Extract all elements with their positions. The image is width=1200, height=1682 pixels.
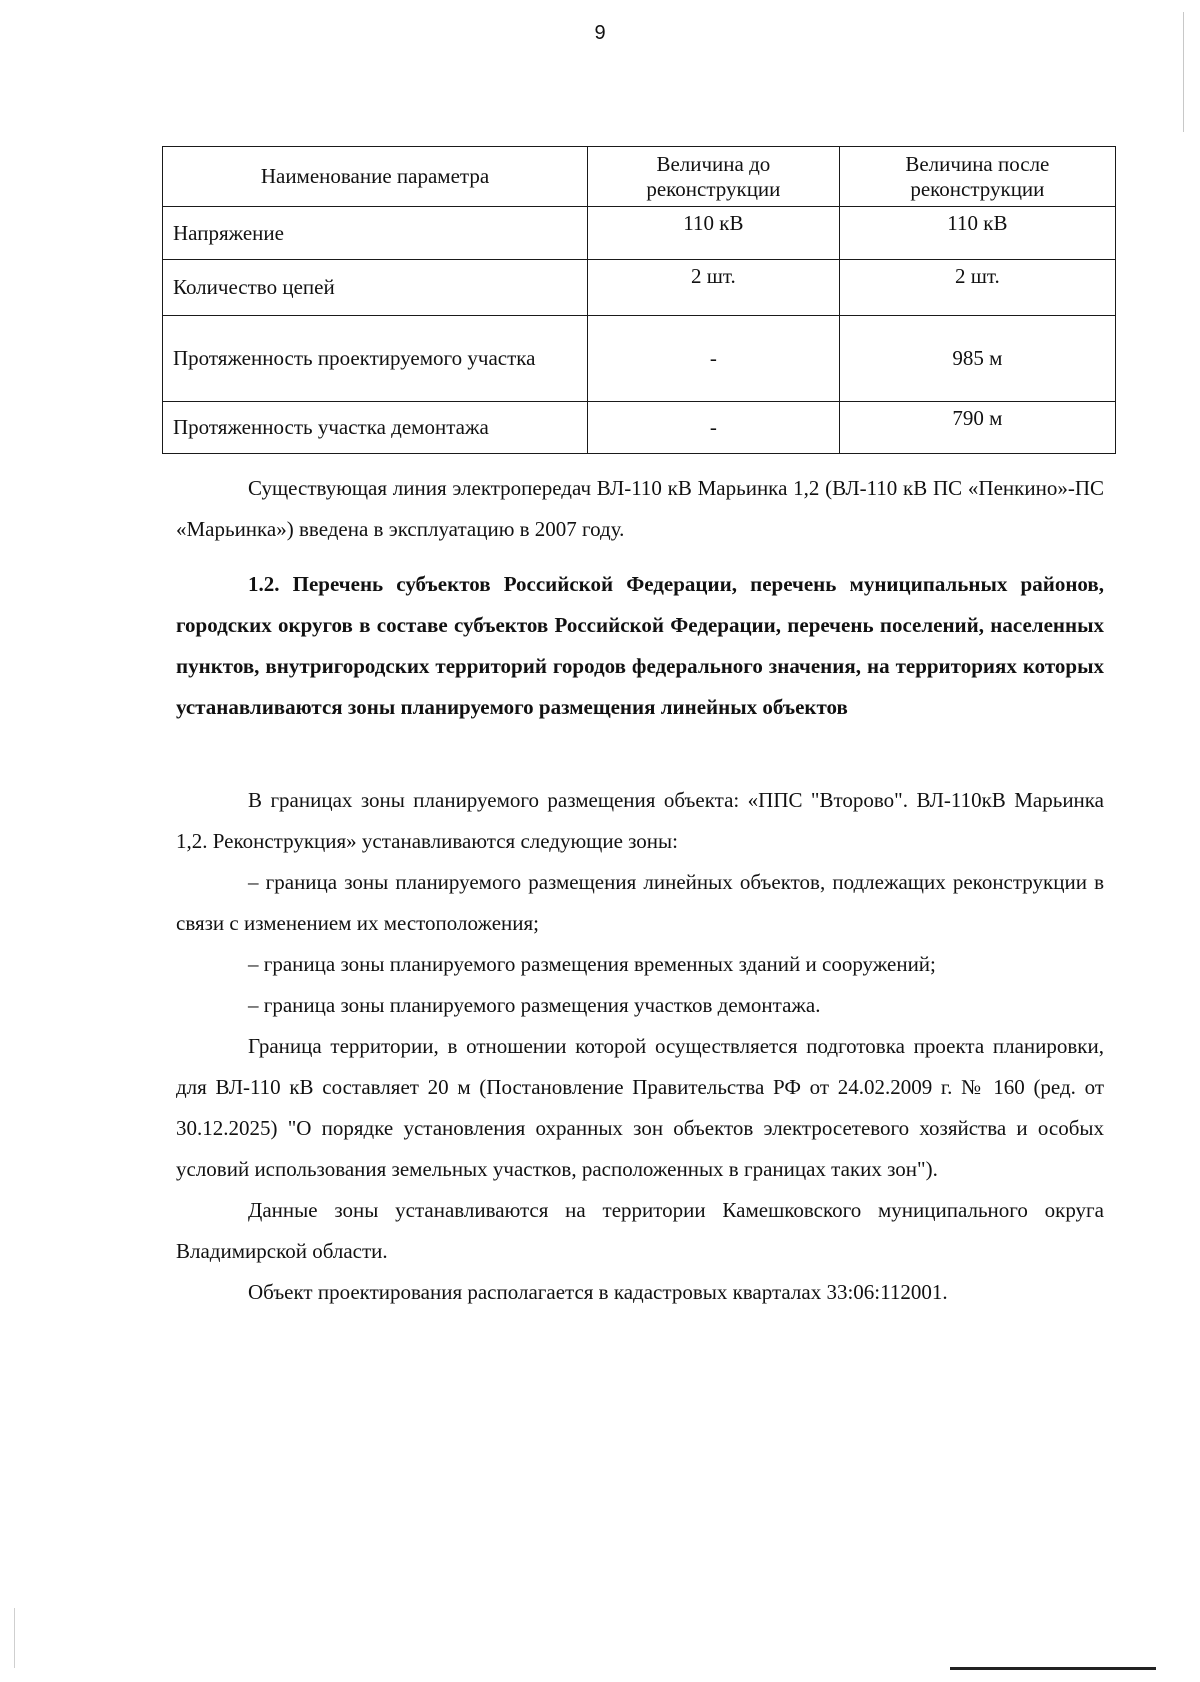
list-item: – граница зоны планируемого размещения участков демонтажа.: [248, 993, 821, 1017]
paragraph-cadastral: Объект проектирования располагается в кадастровых кварталах 33:06:112001.: [248, 1280, 948, 1304]
existing-line-section: [176, 468, 1104, 550]
row-circuits-name: Количество цепей: [163, 260, 588, 316]
paragraph-boundary: Граница территории, в отношении которой осуществляется подготовка проекта планировки, для ВЛ-110 кВ составляет 20 м (Постановление Правительства РФ от 24.02.2009 г. № 160 (ред. от 30.12.2025) "О порядке установления охранных зон объектов электросетевого хозяйства и особых условий использования земельных участков, расположенных в границах таких зон").: [176, 1034, 1104, 1181]
section-1-2: [176, 564, 1104, 728]
row-dismantling-length-before: -: [588, 402, 840, 454]
scan-margin-mark-bottom: [14, 1608, 15, 1668]
footer-rule: [950, 1667, 1156, 1670]
paragraph-zones-intro: В границах зоны планируемого размещения объекта: «ППС "Второво". ВЛ-110кВ Марьинка 1,2. Реконструкция» устанавливаются следующие зоны:: [176, 788, 1104, 853]
page-number: 9: [594, 22, 606, 44]
paragraph-territory: Данные зоны устанавливаются на территории Камешковского муниципального округа Владимирской области.: [176, 1198, 1104, 1263]
row-designed-length-before: -: [588, 316, 840, 402]
header-parameter-name: Наименование параметра: [163, 147, 588, 207]
row-voltage-after: 110 кВ: [839, 207, 1115, 260]
row-circuits-before: 2 шт.: [588, 260, 840, 316]
parameters-table: [162, 146, 1116, 454]
paragraph-existing-line: Существующая линия электропередач ВЛ-110 кВ Марьинка 1,2 (ВЛ-110 кВ ПС «Пенкино»-ПС «Марьинка») введена в эксплуатацию в 2007 году.: [176, 476, 1104, 541]
row-designed-length-name: Протяженность проектируемого участка: [163, 316, 588, 402]
row-circuits-after: 2 шт.: [839, 260, 1115, 316]
row-voltage-name: Напряжение: [163, 207, 588, 260]
header-value-before: Величина до реконструкции: [588, 147, 840, 207]
table-row: [163, 316, 1116, 402]
row-voltage-before: 110 кВ: [588, 207, 840, 260]
table-row: [163, 260, 1116, 316]
header-value-after: Величина после реконструкции: [839, 147, 1115, 207]
list-item: – граница зоны планируемого размещения временных зданий и сооружений;: [248, 952, 936, 976]
zones-section: [176, 780, 1104, 1313]
row-dismantling-length-after: 790 м: [839, 402, 1115, 454]
section-heading: 1.2. Перечень субъектов Российской Федерации, перечень муниципальных районов, городских округов в составе субъектов Российской Федерации, перечень поселений, населенных пунктов, внутригородских территорий городов федерального значения, на территориях которых устанавливаются зоны планируемого размещения линейных объектов: [176, 572, 1104, 719]
table-row: [163, 402, 1116, 454]
row-designed-length-after: 985 м: [839, 316, 1115, 402]
table-header-row: [163, 147, 1116, 207]
row-dismantling-length-name: Протяженность участка демонтажа: [163, 402, 588, 454]
list-item: – граница зоны планируемого размещения линейных объектов, подлежащих реконструкции в связи с изменением их местоположения;: [176, 870, 1104, 935]
table-row: [163, 207, 1116, 260]
